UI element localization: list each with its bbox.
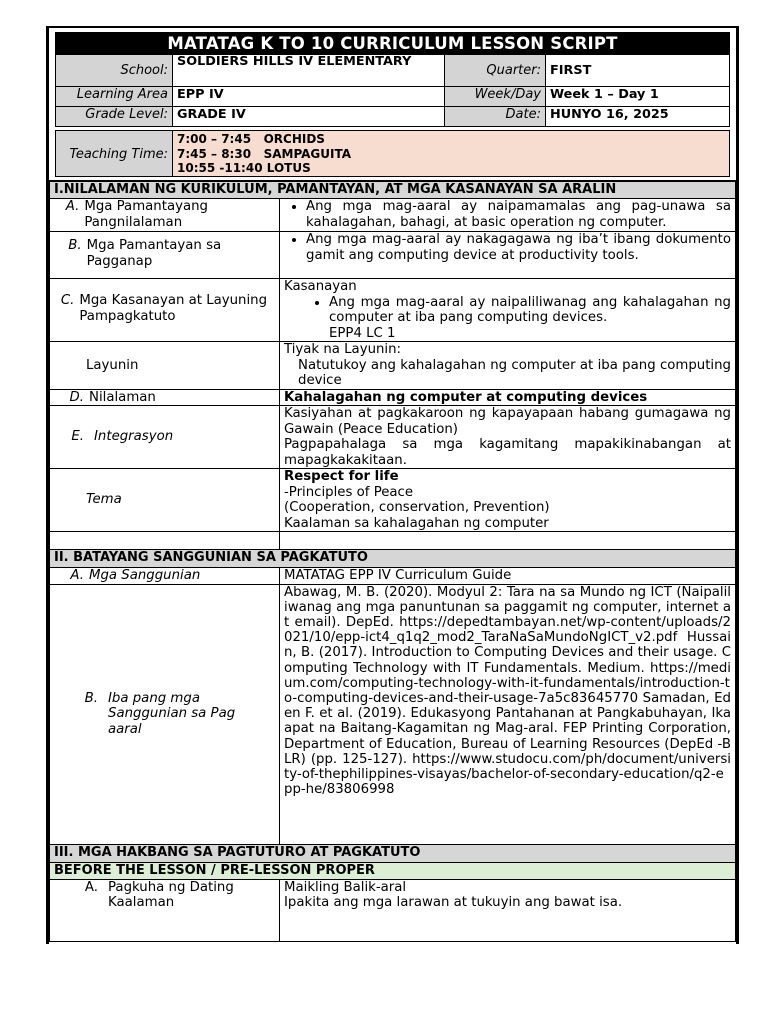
bullet-text: • Ang mga mag-aaral ay naipamamalas ang pag-unawa sa kahalagahan, bahagi, at basic operation ng computer.	[306, 199, 731, 230]
section-2-heading: II. BATAYANG SANGGUNIAN SA PAGKATUTO	[50, 550, 736, 568]
item-label: Mga Pamantayan sa Pagganap	[86, 238, 222, 269]
date-value: HUNYO 16, 2025	[546, 107, 730, 127]
week-day-label: Week/Day	[445, 87, 546, 107]
section-1-e-label	[50, 406, 280, 469]
section-1-a-content	[280, 199, 736, 232]
learning-area-label: Learning Area	[56, 87, 173, 107]
layunin-heading: Tiyak na Layunin:	[284, 342, 402, 357]
school-value: SOLDIERS HILLS IV ELEMENTARY	[173, 55, 445, 87]
integrasyon-text: Pagpapahalaga sa mga kagamitang mapakikinabangan at mapagkakakitaan.	[284, 437, 731, 468]
section-3-subheading: BEFORE THE LESSON / PRE-LESSON PROPER	[50, 862, 736, 879]
section-1-d-content: Kahalagahan ng computer at computing devices	[280, 389, 736, 406]
quarter-label: Quarter:	[445, 55, 546, 87]
date-label: Date:	[445, 107, 546, 127]
tema-line: -Principles of Peace	[284, 484, 414, 500]
section-1-a-label	[50, 199, 280, 232]
layunin-label: Layunin	[50, 342, 280, 390]
section-1-e-content	[280, 406, 736, 469]
page-title: MATATAG K TO 10 CURRICULUM LESSON SCRIPT	[55, 32, 730, 54]
item-letter: A.	[65, 199, 80, 214]
layunin-text: Natutukoy ang kahalagahan ng computer at iba pang computing device	[298, 357, 731, 388]
quarter-value: FIRST	[546, 55, 730, 87]
learning-area-value: EPP IV	[173, 87, 445, 107]
section-1-d-label	[50, 389, 280, 406]
teaching-time-line: 10:55 -11:40 LOTUS	[177, 161, 311, 175]
teaching-time-values	[173, 131, 730, 177]
integrasyon-text: Kasiyahan at pagkakaroon ng kapayapaan habang gumagawa ng Gawain (Peace Education)	[284, 406, 731, 437]
teaching-time-line: 7:00 – 7:45 ORCHIDS	[177, 132, 325, 146]
section-3-a-label	[50, 879, 280, 941]
item-label: Pagkuha ng Dating Kaalaman	[108, 879, 234, 910]
section-1-b-content	[280, 232, 736, 279]
section-2-a-content: MATATAG EPP IV Curriculum Guide	[280, 568, 736, 585]
section-1-b-label	[50, 232, 280, 279]
item-letter: B.	[84, 690, 98, 706]
section-2-b-content: Abawag, M. B. (2020). Modyul 2: Tara na sa Mundo ng ICT (Naipaliliwanag ang mga panuntunan sa paggamit ng computer, internet at email). DepEd. https://depedtambayan.net/wp-content/uploads/2021/10/epp-ict4_q1q2_mod2_TaraNaSaMundoNgICT_v2.pdf Hussain, B. (2017). Introduction to Computing Devices and their usage. Computing Technology with IT Fundamentals. Medium. https://medium.com/computing-technology-with-it-fundamentals/introduction-to-computing-devices-and-their-usage-7a5c83645770 Samadan, Eden F. et al. (2019). Edukasyong Pantahanan at Pangkabuhayan, Ikaapat na Baitang-Kagamitan ng Mag-aral. FEP Printing Corporation, Department of Education, Bureau of Learning Resources (DepEd -BLR) (pp. 125-127). https://www.studocu.com/ph/document/university-of-thephilippines-visayas/bachelor-of-secondary-education/q2-epp-he/83806998	[280, 584, 736, 844]
balik-aral-heading: Maikling Balik-aral	[284, 879, 407, 895]
layunin-content	[280, 342, 736, 390]
tema-line: Kaalaman sa kahalagahan ng computer	[284, 515, 549, 531]
item-label: Nilalaman	[89, 389, 156, 405]
item-label: Mga Pamantayang Pangnilalaman	[84, 199, 208, 230]
lesson-script-page	[46, 26, 739, 944]
empty-cell	[280, 532, 736, 550]
teaching-time-line: 7:45 – 8:30 SAMPAGUITA	[177, 146, 352, 161]
balik-aral-text: Ipakita ang mga larawan at tukuyin ang bawat isa.	[284, 895, 623, 910]
header-info-table	[55, 54, 730, 127]
item-label: Integrasyon	[94, 429, 174, 445]
tema-label: Tema	[50, 469, 280, 532]
section-3-heading: III. MGA HAKBANG SA PAGTUTURO AT PAGKATUTO	[50, 844, 736, 862]
kasanayan-heading: Kasanayan	[284, 279, 357, 294]
grade-level-value: GRADE IV	[173, 107, 445, 127]
competency-code: EPP4 LC 1	[329, 325, 396, 341]
teaching-time-table	[55, 130, 730, 177]
bullet-text: • Ang mga mag-aaral ay nakagagawa ng iba’t ibang dokumento gamit ang computing device at productivity tools.	[306, 232, 731, 263]
lesson-body-table	[49, 180, 736, 942]
tema-heading: Respect for life	[284, 469, 399, 484]
item-letter: D.	[69, 389, 84, 405]
section-1-c-content	[280, 279, 736, 342]
section-2-b-label	[50, 584, 280, 844]
grade-level-label: Grade Level:	[56, 107, 173, 127]
tema-content	[280, 469, 736, 532]
section-3-a-content	[280, 879, 736, 941]
teaching-time-label: Teaching Time:	[56, 131, 173, 177]
empty-cell	[50, 532, 280, 550]
item-letter: A.	[70, 568, 84, 583]
section-1-heading: I.NILALAMAN NG KURIKULUM, PAMANTAYAN, AT MGA KASANAYAN SA ARALIN	[50, 181, 736, 199]
section-2-a-label	[50, 568, 280, 585]
bullet-text: • Ang mga mag-aaral ay naipaliliwanag ang kahalagahan ng computer at iba pang computing devices.	[329, 295, 731, 326]
week-day-value: Week 1 – Day 1	[546, 87, 730, 107]
item-letter: E.	[71, 429, 84, 445]
school-label: School:	[56, 55, 173, 87]
item-letter: B.	[68, 238, 82, 253]
item-letter: C.	[60, 293, 75, 308]
item-label: Mga Sanggunian	[89, 568, 201, 583]
section-1-c-label	[50, 279, 280, 342]
tema-line: (Cooperation, conservation, Prevention)	[284, 500, 550, 515]
item-label: Mga Kasanayan at Layuning Pampagkatuto	[79, 293, 268, 324]
item-label: Iba pang mga Sanggunian sa Pag aaral	[108, 690, 236, 737]
item-letter: A.	[84, 879, 98, 895]
lesson-header	[49, 28, 736, 177]
